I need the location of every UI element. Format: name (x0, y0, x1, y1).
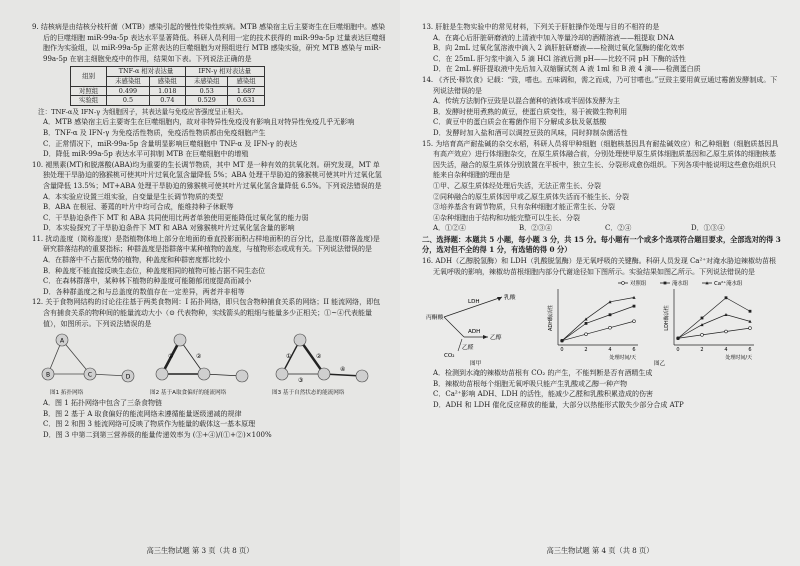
data-point (701, 334, 704, 337)
metabolic-pathway-diagram (426, 293, 516, 367)
table-head-group: 组别 (71, 67, 107, 86)
q11-option-b: B．种盖度不能直接反映生态位，种盖度相同的植物可能占据不同生态位 (43, 266, 266, 275)
chart-legend (618, 279, 743, 287)
ethanol-label: 乙醇 (490, 335, 502, 342)
energy-label: ② (196, 353, 202, 361)
q15-stem: 15. 为培育高产耐盐碱的杂交水稻，科研人员将甲种细胞（细胞核基因具有耐盐碱效应）和乙种细胞（细胞质基因具有高产效应）进行体细胞杂交，在原生质体融合前，分别处理使甲原生质体细胞质基因和乙原生质体的细胞核基因失活，融合的原生质体分别放置在平板中，独立生长、分裂形成愈伤组织。下列各项中能说明这些愈伤组织只能来自杂种细胞的理由是 (422, 139, 779, 180)
q15-item-2: ②同种融合的原生质体因甲或乙原生质体失活而不能生长、分裂 (433, 192, 629, 201)
figure-jia-caption: 图甲 (470, 361, 482, 368)
q16-charts (547, 289, 754, 361)
energy-label: ③ (298, 377, 304, 385)
co2-label: CO₂ (444, 353, 455, 360)
q10-option-d: D．本实验探究了干旱胁迫条件下 MT 和 ABA 对猕猴桃叶片过氧化氢含量的影响 (43, 224, 295, 233)
q9-table (70, 66, 265, 105)
series-line (678, 328, 750, 338)
q16-figures (422, 279, 782, 367)
data-point (749, 327, 752, 330)
data-point (633, 305, 636, 308)
y-axis-label: LDH酶活性 (664, 305, 670, 331)
q9-option-d: D．降低 miR-99a-5p 表达水平可抑制 MTB 在巨噬细胞中的增殖 (43, 150, 249, 159)
q11-option-c: C．在森林群落中，某种林下植物的种盖度可能随郁闭度提高而减小 (43, 277, 252, 286)
q10-option-c: C．干旱胁迫条件下 MT 和 ABA 共同使用比两者单独使用更能降低过氧化氢的能力弱 (43, 213, 309, 222)
figure-1-topology (42, 334, 134, 382)
species-node (198, 368, 210, 380)
x-tick-label: 2 (700, 347, 704, 354)
table-row (71, 96, 265, 106)
table-subhead: 未感染组 (185, 76, 228, 86)
q12-option-d: D．图 3 中第二到第三营养级的能量传递效率为 (③+④)/(①+②)×100% (43, 431, 272, 439)
q16-option-b: B．辣椒幼苗根每个细胞无氧呼吸只能产生乳酸或乙醇一种产物 (433, 379, 628, 388)
data-point (585, 333, 588, 336)
x-tick-label: 6 (748, 347, 752, 354)
x-tick-label: 2 (584, 347, 588, 354)
species-node (156, 368, 168, 380)
q12-option-b: B．图 2 基于 A 取食偏好的能流网络未遵循能量逐级递减的规律 (43, 409, 242, 418)
q13-option-d: D．在 2mL 鲜肝提取液中先后加入双缩脲试剂 A 液 1ml 和 B 液 4 滴——检测蛋白质 (433, 65, 701, 74)
table-head-ifn: IFN-γ 相对表达量 (185, 67, 264, 77)
table-cell: 0.5 (107, 96, 150, 106)
food-web-figures (32, 330, 386, 398)
table-cell: 0.529 (185, 96, 228, 106)
q11-option-d: D．各种群盖度之和与总盖度的数值存在一定差异，两者并非相等 (43, 287, 245, 296)
figure-3-natural-flow (276, 334, 368, 384)
data-point (724, 313, 727, 316)
q14-option-d: D．发酵时加入盐和酒可以调控豆豉的风味，同时抑制杂菌活性 (433, 128, 628, 137)
x-tick-label: 4 (724, 347, 728, 354)
figure-yi-caption: 图乙 (654, 361, 666, 368)
q15-option-c: C．②④ (605, 224, 632, 233)
q14-option-c: C．黄豆中的蛋白质会在霉菌作用下分解成多肽及氨基酸 (433, 118, 607, 127)
q15-item-4: ④杂种细胞由于结构和功能完整可以生长、分裂 (433, 213, 580, 222)
table-cell: 0.74 (149, 96, 185, 106)
lactate-label: 乳酸 (504, 295, 516, 302)
q15-item-1: ①甲、乙原生质体经处理后失活，无法正常生长、分裂 (433, 181, 601, 190)
q10-option-a: A．本实验应设置三组实验，自变量是生长调节物质的类型 (43, 192, 224, 201)
table-cell: 0.53 (185, 86, 228, 96)
species-node (294, 334, 306, 346)
energy-label: ④ (340, 366, 346, 374)
table-subhead: 感染组 (228, 76, 264, 86)
acetaldehyde-label: 乙醛 (462, 345, 474, 352)
table-subhead: 未感染组 (107, 76, 150, 86)
energy-label: ② (316, 353, 322, 361)
figure-3-caption: 图3 基于自然状态的能流网络 (272, 390, 345, 397)
page-3-footer: 高三生物试题 第 3 页（共 8 页） (146, 546, 254, 555)
table-cell: 实验组 (71, 96, 107, 106)
legend-control: 对照组 (630, 281, 647, 288)
node-label: A (59, 337, 65, 345)
q15-option-b: B．②③④ (519, 224, 553, 233)
node-label: C (87, 371, 93, 379)
q14-option-a: A．传统方法制作豆豉是以混合菌种的液体或半固体发酵为主 (433, 97, 621, 106)
species-node (318, 368, 330, 380)
x-axis-label: 处理时间/天 (725, 355, 752, 362)
table-cell: 对照组 (71, 86, 107, 96)
exam-page-4 (400, 0, 800, 566)
data-point (701, 317, 704, 320)
data-point (609, 314, 612, 317)
species-node (356, 370, 368, 382)
legend-flood: 淹水组 (672, 281, 689, 288)
x-tick-label: 0 (560, 347, 564, 354)
species-node (174, 334, 186, 346)
q16-option-c: C．Ca²⁺影响 ADH、LDH 的活性，能减少乙醛和乳酸积累造成的伤害 (433, 390, 653, 399)
figure-2-caption: 图2 基于A取食偏好的能流网络 (150, 390, 227, 397)
q11-stem: 11. 扰动盖度（简称盖度）是指植物体地上部分在地面的垂直投影面积占样地面积的百分比，总盖度(群落盖度)是研究群落结构的重要指标；种群盖度是指群落中某种植物的盖度，与植物形态或成有关。下列说法错误的是 (32, 234, 380, 254)
energy-label: ① (168, 353, 174, 361)
q13-option-c: C．在 25mL 肝匀浆中滴入 5 滴 HCl 溶液后测 pH——比较不同 pH 下酶的活性 (433, 54, 686, 63)
figure-2-preference-flow (156, 334, 248, 382)
table-cell: 0.499 (107, 86, 150, 96)
q15-option-a: A．①②④ (433, 224, 467, 233)
q9-note: 注：TNF-α及 IFN-γ 为细胞因子，其表达量与免疫应答强度呈正相关。 (38, 107, 248, 116)
adh-label: ADH (468, 329, 481, 336)
table-row (71, 86, 265, 96)
food-web-svg (32, 330, 386, 390)
table-cell: 0.631 (228, 96, 264, 106)
q13-stem: 13. 肝脏是生物实验中的常见材料，下列关于肝脏操作处理与目的不相符的是 (422, 23, 660, 31)
x-tick-label: 6 (632, 347, 636, 354)
data-point (585, 322, 588, 325)
q15-option-d: D．①③④ (691, 224, 725, 233)
q15-item-3: ③培养基含有调节物质，只有杂种细胞才能正常生长、分裂 (433, 203, 615, 212)
q14-option-b: B．发酵时使用煮熟的黄豆，使蛋白质变性，易于被微生物利用 (433, 107, 628, 116)
y-axis-label: ADH酶活性 (548, 305, 554, 332)
q9-option-b: B．TNF-α 及 IFN-γ 为免疫活性物质，免疫活性物质都由免疫细胞产生 (43, 128, 266, 137)
q10-stem: 10. 褪黑素(MT)和脱落酸(ABA)均为重要的生长调节物质，其中 MT 是一种有效的抗氧化剂。研究发现，MT 单独处理干旱胁迫的猕猴桃可使其叶片过氧化氢含量降低 5%；ABA 处理干旱胁迫的猕猴桃可使其叶片过氧化氢含量降低 13.5%；MT+ABA 处理干旱胁迫的猕猴桃可使其叶片过氧化氢含量降低 6.5%。下列说法错误的是 (32, 160, 382, 190)
legend-ca-flood: Ca²⁺淹水组 (714, 281, 743, 288)
data-point (725, 330, 728, 333)
q9-option-c: C．正常情况下，miR-99a-5p 含量明显影响巨噬细胞中 TNF-α 及 IFN-γ 的表达 (43, 139, 298, 148)
x-tick-label: 0 (676, 347, 680, 354)
q16-option-d: D．ADH 和 LDH 催化反应释放的能量，大部分以热能形式散失少部分合成 ATP (433, 401, 684, 410)
page-4-footer: 高三生物试题 第 4 页（共 8 页） (546, 546, 654, 555)
series-line (562, 306, 634, 341)
ldh-label: LDH (468, 299, 480, 306)
data-point (725, 297, 728, 300)
q16-stem: 16. ADH（乙醇脱氢酶）和 LDH（乳酸脱氢酶）是无氧呼吸的关键酶。科研人员发现 Ca²⁺对淹水胁迫辣椒幼苗根无氧呼吸的影响，辣椒幼苗根细胞内部分代谢途径如下图所示。实验结果如图乙所示。下列说法错误的是 (422, 257, 776, 276)
q12-option-a: A．图 1 拓扑网络中包含了三条食物链 (43, 399, 162, 408)
data-point (609, 327, 612, 330)
figure-1-caption: 图1 拓扑网络 (50, 390, 84, 397)
q12-stem: 12. 关于食物网结构的讨论往往基于两类食物网：I 拓扑网络，即只包含物种捕食关系的网络；II 能流网络，即包含有捕食关系的物种间的能量流动大小（⊙ 代表物种，实线箭头的粗细与能量多少正相关；①~④代表能量值），如图所示。下列说法错误的是 (32, 298, 381, 328)
q12-option-c: C．图 2 和图 3 能流网络可反映了物质作为能量的载体这一基本原理 (43, 420, 256, 429)
q11-option-a: A．在群落中不占据优势的植物，种盖度和种群密度都比较小 (43, 256, 231, 265)
table-subhead: 感染组 (149, 76, 185, 86)
energy-label: ① (286, 353, 292, 361)
q15-options (422, 223, 782, 234)
x-axis-label: 处理时间/天 (609, 355, 636, 362)
q16-figures-svg (422, 279, 782, 367)
q9-option-a: A．MTB 感染宿主后主要寄生在巨噬细胞内，故对非特异性免疫没有影响且对特异性免疫几乎无影响 (43, 118, 355, 127)
pyruvate-label: 丙酮酸 (426, 315, 444, 322)
x-tick-label: 4 (608, 347, 612, 354)
series-line (678, 315, 750, 339)
q10-option-b: B．ABA 在根冠、萎蔫的叶片中均可合成，能维持种子休眠等 (43, 203, 234, 212)
table-cell: 1.687 (228, 86, 264, 96)
data-point (633, 320, 636, 323)
node-label: D (125, 373, 131, 381)
species-node (236, 370, 248, 382)
table-cell: 1.018 (149, 86, 185, 96)
species-node (276, 368, 288, 380)
q13-option-b: B．向 2mL 过氧化氢溶液中滴入 2 滴肝脏研磨液——检测过氧化氢酶的催化效率 (433, 44, 685, 53)
q13-option-a: A．在离心后肝脏研磨液的上清液中加入等量冷却的酒精溶液——粗提取 DNA (433, 33, 675, 42)
data-point (749, 310, 752, 313)
q9-stem: 9. 结核病是由结核分枝杆菌（MTB）感染引起的慢性传染性疾病。MTB 感染宿主后主要寄生在巨噬细胞中。感染后的巨噬细胞 miR-99a-5p 表达水平显著降低。科研人员利用一定的技术获得的 miR-99a-5p 过量表达巨噬细胞作为实验组，以 miR-99a-5p 正常表达的巨噬细胞为对照组进行 MTB 感染实验，研究 MTB 感染与 miR-99a-5p 在宿主细胞免疫中的作用，结果如下表。下列说法正确的是 (32, 23, 386, 63)
q16-option-a: A．检测到水淹的辣椒幼苗根有 CO₂ 的产生，不能判断是否有酒精生成 (433, 369, 653, 378)
table-head-tnf: TNF-α 相对表达量 (107, 67, 186, 77)
node-label: B (45, 371, 51, 379)
q14-stem: 14. 《齐民·释饮食》记载：“豉，嗜也。五味调和，需之而成，乃可甘嗜也。”豆豉主要用黄豆通过霉菌发酵制成。下列说法错误的是 (422, 75, 778, 95)
section-2-heading: 二、选择题：本题共 5 小题，每小题 3 分，共 15 分。每小题有一个或多个选项符合题目要求，全部选对的得 3 分，选对但不全的得 1 分，有选错的得 0 分） (422, 234, 781, 255)
